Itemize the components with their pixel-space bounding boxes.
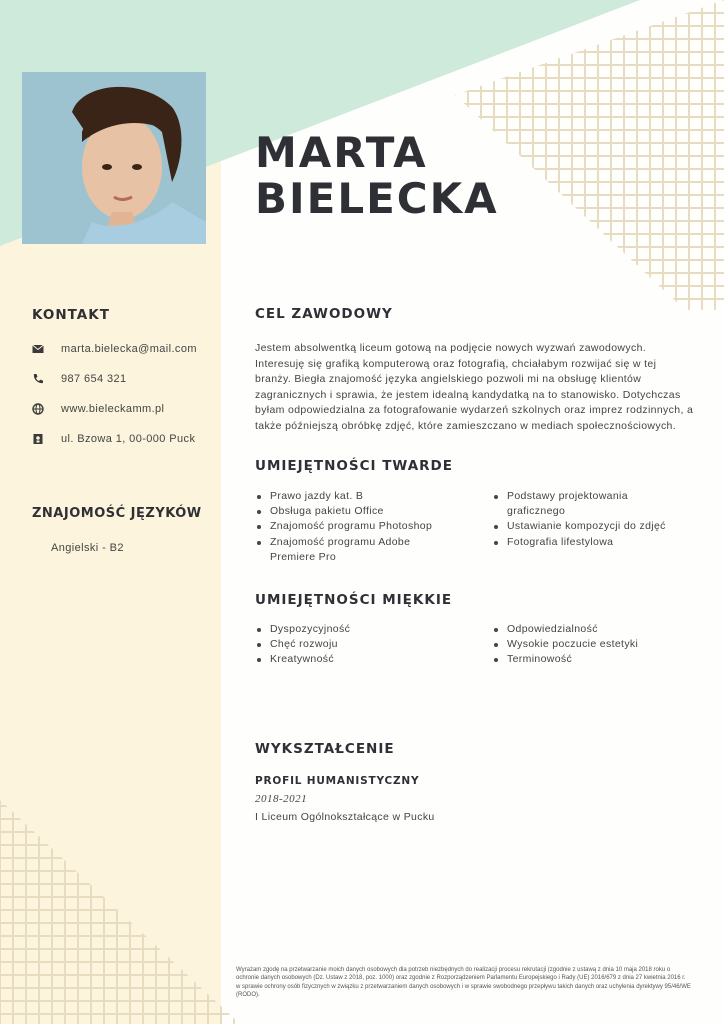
list-item: Chęć rozwoju	[255, 637, 450, 652]
education-profile: PROFIL HUMANISTYCZNY	[255, 775, 420, 787]
language-item: Angielski - B2	[51, 542, 124, 554]
education-dates: 2018-2021	[255, 793, 308, 805]
contact-address	[32, 430, 217, 460]
soft-skills-list-left	[255, 622, 450, 668]
list-item: Ustawianie kompozycji do zdjęć	[492, 519, 682, 534]
contact-address-text: ul. Bzowa 1, 00-000 Puck	[61, 433, 196, 445]
list-item: Kreatywność	[255, 652, 450, 667]
contact-heading: KONTAKT	[32, 307, 110, 323]
list-item: Fotografia lifestylowa	[492, 535, 682, 550]
list-item: Terminowość	[492, 652, 682, 667]
objective-text: Jestem absolwentką liceum gotową na podjęcie nowych wyzwań zawodowych. Interesuję się grafiką komputerową oraz fotografią, chciałabym rozwijać się w tej branży. Biegła znajomość języka angielskiego pozwoli mi na obsługę klientów zagranicznych i sprawia, że jestem idealną kandydatką na to stanowisko. Dotychczas byłam odpowiedzialna za fotografowanie wydarzeń szkolnych oraz imprez rodzinnych, a także późniejszą obróbkę zdjęć, które zamieszczano w mediach społecznościowych.	[255, 342, 694, 432]
contact-website	[32, 400, 217, 430]
education-school: I Liceum Ogólnokształcące w Pucku	[255, 811, 435, 823]
last-name: BIELECKA	[255, 174, 499, 223]
objective-heading: CEL ZAWODOWY	[255, 306, 393, 322]
list-item: Znajomość programu Photoshop	[255, 519, 450, 534]
contact-list	[32, 340, 217, 460]
list-item: Podstawy projektowania graficznego	[492, 489, 682, 519]
list-item: Znajomość programu Adobe Premiere Pro	[255, 535, 450, 565]
mail-icon	[32, 343, 44, 355]
soft-skills-heading: UMIEJĘTNOŚCI MIĘKKIE	[255, 592, 453, 608]
contact-phone-text: 987 654 321	[61, 373, 127, 385]
list-item: Dyspozycyjność	[255, 622, 450, 637]
location-icon	[32, 433, 44, 445]
contact-website-text: www.bieleckamm.pl	[61, 403, 165, 415]
contact-phone	[32, 370, 217, 400]
hard-skills-heading: UMIEJĘTNOŚCI TWARDE	[255, 458, 453, 474]
hard-skills-list-right	[492, 489, 682, 550]
contact-email-text: marta.bielecka@mail.com	[61, 343, 197, 355]
phone-icon	[32, 373, 44, 385]
list-item: Prawo jazdy kat. B	[255, 489, 450, 504]
globe-icon	[32, 403, 44, 415]
languages-heading: ZNAJOMOŚĆ JĘZYKÓW	[32, 506, 202, 521]
gdpr-consent-clause: Wyrażam zgodę na przetwarzanie moich danych osobowych dla potrzeb niezbędnych do realizacji procesu rekrutacji (zgodnie z ustawą z dnia 10 maja 2018 roku o ochronie danych osobowych (Dz. Ustaw z 2018, poz. 1000) oraz zgodnie z Rozporządzeniem Parlamentu Europejskiego i Rady (UE) 2016/679 z dnia 27 kwietnia 2016 r. w sprawie ochrony osób fizycznych w związku z przetwarzaniem danych osobowych i w sprawie swobodnego przepływu takich danych oraz uchylenia dyrektywy 95/46/WE (RODO).	[236, 967, 691, 998]
first-name: MARTA	[255, 128, 428, 177]
full-name	[255, 130, 499, 222]
list-item: Odpowiedzialność	[492, 622, 682, 637]
bottom-left-lattice-decoration	[0, 780, 240, 1024]
education-heading: WYKSZTAŁCENIE	[255, 741, 395, 757]
profile-photo	[22, 72, 206, 244]
hard-skills-list-left	[255, 489, 450, 565]
list-item: Obsługa pakietu Office	[255, 504, 450, 519]
portrait-illustration	[22, 72, 206, 244]
contact-email	[32, 340, 217, 370]
list-item: Wysokie poczucie estetyki	[492, 637, 682, 652]
soft-skills-list-right	[492, 622, 682, 668]
